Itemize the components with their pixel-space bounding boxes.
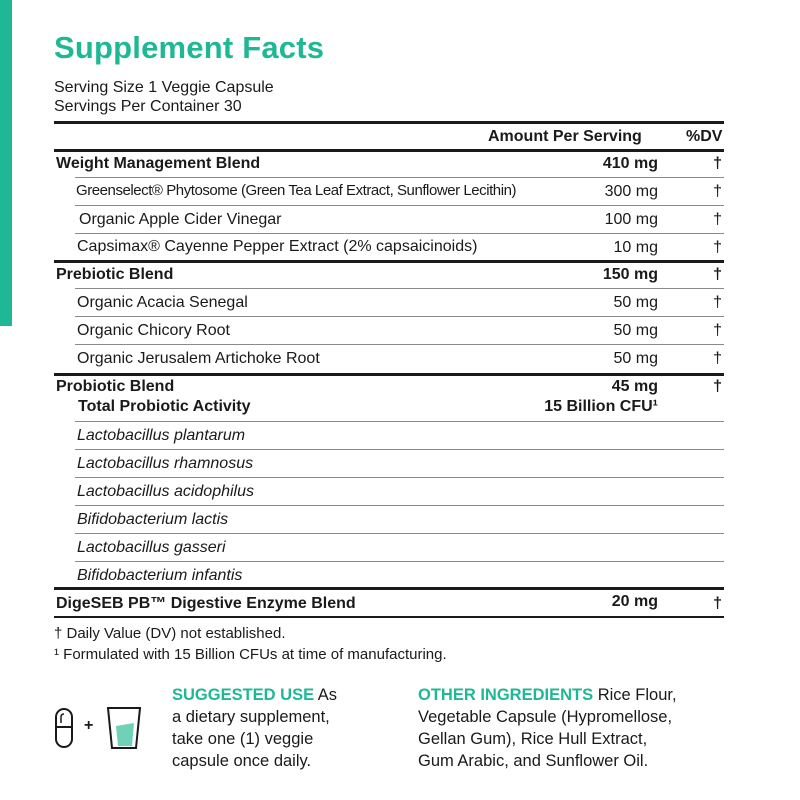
section-rule bbox=[54, 373, 724, 376]
row-divider bbox=[75, 177, 724, 178]
servings-per-container: Servings Per Container 30 bbox=[54, 98, 242, 115]
top-rule bbox=[54, 121, 724, 124]
footnote-dv: † Daily Value (DV) not established. bbox=[54, 625, 286, 642]
serving-info bbox=[54, 78, 274, 116]
ingredient-amount: 50 mg bbox=[613, 322, 658, 339]
header-rule bbox=[54, 149, 724, 152]
row-divider bbox=[75, 233, 724, 234]
probiotic-activity-amount: 15 Billion CFU¹ bbox=[544, 398, 658, 415]
row-divider bbox=[75, 561, 724, 562]
strain-name: Bifidobacterium infantis bbox=[77, 567, 243, 584]
blend-dv: † bbox=[713, 155, 722, 172]
water-glass-icon bbox=[106, 706, 142, 750]
row-divider bbox=[75, 421, 724, 422]
other-ingredients-line: Rice Flour, bbox=[593, 686, 677, 704]
other-ingredients-heading: OTHER INGREDIENTS bbox=[418, 686, 594, 704]
plus-icon: + bbox=[84, 717, 94, 734]
dv-header: %DV bbox=[686, 128, 723, 145]
blend-name: DigeSEB PB™ Digestive Enzyme Blend bbox=[56, 595, 356, 612]
strain-name: Lactobacillus rhamnosus bbox=[77, 455, 254, 472]
accent-bar bbox=[0, 0, 12, 326]
ingredient-name: Organic Chicory Root bbox=[77, 322, 230, 339]
ingredient-amount: 50 mg bbox=[613, 350, 658, 367]
probiotic-activity-label: Total Probiotic Activity bbox=[78, 398, 251, 415]
other-ingredients bbox=[418, 684, 677, 772]
suggested-use-line: As bbox=[314, 686, 338, 704]
ingredient-dv: † bbox=[713, 239, 722, 256]
ingredient-amount: 100 mg bbox=[604, 211, 658, 228]
row-divider bbox=[75, 505, 724, 506]
section-rule bbox=[54, 260, 724, 263]
strain-name: Lactobacillus gasseri bbox=[77, 539, 226, 556]
section-rule bbox=[54, 587, 724, 590]
strain-name: Lactobacillus acidophilus bbox=[77, 483, 254, 500]
suggested-use-line: capsule once daily. bbox=[172, 752, 312, 770]
amount-header: Amount Per Serving bbox=[488, 128, 642, 145]
row-divider bbox=[75, 205, 724, 206]
ingredient-dv: † bbox=[713, 294, 722, 311]
ingredient-name: Organic Acacia Senegal bbox=[77, 294, 248, 311]
ingredient-dv: † bbox=[713, 350, 722, 367]
other-ingredients-line: Gellan Gum), Rice Hull Extract, bbox=[418, 730, 648, 748]
ingredient-amount: 10 mg bbox=[613, 239, 658, 256]
other-ingredients-line: Vegetable Capsule (Hypromellose, bbox=[418, 708, 673, 726]
ingredient-name: Organic Jerusalem Artichoke Root bbox=[77, 350, 320, 367]
page-title: Supplement Facts bbox=[54, 30, 325, 65]
ingredient-name: Capsimax® Cayenne Pepper Extract (2% capsaicinoids) bbox=[77, 238, 478, 255]
ingredient-name: Greenselect® Phytosome (Green Tea Leaf Extract, Sunflower Lecithin) bbox=[76, 182, 517, 199]
row-divider bbox=[75, 477, 724, 478]
blend-name: Weight Management Blend bbox=[56, 155, 261, 172]
suggested-use-line: a dietary supplement, bbox=[172, 708, 330, 726]
row-divider bbox=[75, 533, 724, 534]
suggested-use-line: take one (1) veggie bbox=[172, 730, 314, 748]
ingredient-amount: 50 mg bbox=[613, 294, 658, 311]
row-divider bbox=[75, 449, 724, 450]
row-divider bbox=[75, 344, 724, 345]
strain-name: Lactobacillus plantarum bbox=[77, 427, 246, 444]
ingredient-amount: 300 mg bbox=[604, 183, 658, 200]
suggested-use bbox=[172, 684, 337, 772]
blend-dv: † bbox=[713, 378, 722, 395]
blend-name: Probiotic Blend bbox=[56, 378, 175, 395]
blend-dv: † bbox=[713, 595, 722, 612]
ingredient-dv: † bbox=[713, 322, 722, 339]
other-ingredients-line: Gum Arabic, and Sunflower Oil. bbox=[418, 752, 649, 770]
blend-name: Prebiotic Blend bbox=[56, 266, 174, 283]
bottom-rule bbox=[54, 616, 724, 618]
blend-amount: 45 mg bbox=[611, 378, 658, 395]
row-divider bbox=[75, 288, 724, 289]
blend-amount: 410 mg bbox=[602, 155, 658, 172]
blend-amount: 20 mg bbox=[611, 593, 658, 610]
ingredient-name: Organic Apple Cider Vinegar bbox=[79, 211, 282, 228]
serving-size: Serving Size 1 Veggie Capsule bbox=[54, 79, 274, 96]
blend-dv: † bbox=[713, 266, 722, 283]
ingredient-dv: † bbox=[713, 211, 722, 228]
strain-name: Bifidobacterium lactis bbox=[77, 511, 229, 528]
suggested-use-heading: SUGGESTED USE bbox=[172, 686, 315, 704]
blend-amount: 150 mg bbox=[602, 266, 658, 283]
footnote-cfu: ¹ Formulated with 15 Billion CFUs at time of manufacturing. bbox=[54, 646, 447, 663]
row-divider bbox=[75, 316, 724, 317]
ingredient-dv: † bbox=[713, 183, 722, 200]
